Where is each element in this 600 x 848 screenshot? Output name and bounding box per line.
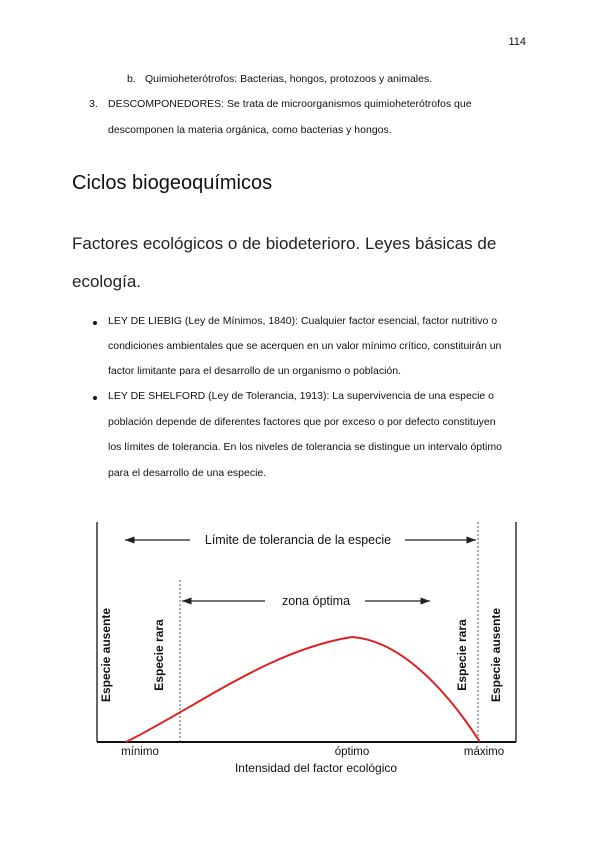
page-number: 114: [508, 36, 526, 48]
bullet-1-line2: condiciones ambientales que se acerquen en un valor mínimo crítico, constituirán un: [108, 340, 502, 352]
rare-right-label: Especie rara: [455, 619, 469, 691]
list-item-3-line2: descomponen la materia orgánica, como bacterias y hongos.: [108, 124, 392, 136]
tolerance-curve: [126, 637, 480, 742]
list-item-b-marker: b.: [127, 73, 136, 85]
bullet-2-line1: LEY DE SHELFORD (Ley de Tolerancia, 1913): La supervivencia de una especie o: [108, 390, 494, 402]
x-tick-minimum: mínimo: [121, 746, 159, 758]
x-tick-maximum: máximo: [463, 746, 505, 758]
subsection-heading-line2: ecología.: [72, 272, 141, 291]
list-item-b-text: Quimioheterótrofos: Bacterias, hongos, protozoos y animales.: [145, 73, 433, 85]
list-item-3-marker: 3.: [89, 98, 98, 110]
subsection-heading-line1: Factores ecológicos o de biodeterioro. Leyes básicas de: [72, 234, 497, 253]
bullet-2-line4: para el desarrollo de una especie.: [108, 467, 267, 479]
absent-left-label: Especie ausente: [99, 607, 113, 703]
bullet-1-line3: factor limitante para el desarrollo de un organismo o población.: [108, 365, 402, 377]
bullet-2-line2: población depende de diferentes factores que por exceso o por defecto constituyen: [108, 416, 496, 428]
absent-right-label: Especie ausente: [489, 607, 503, 703]
section-heading: Ciclos biogeoquímicos: [72, 172, 273, 194]
x-tick-optimum: óptimo: [334, 746, 370, 758]
list-item-3-line1: DESCOMPONEDORES: Se trata de microorganismos quimioheterótrofos que: [108, 98, 472, 110]
bullet-2-line3: los límites de tolerancia. En los niveles de tolerancia se distingue un intervalo óptimo: [108, 441, 502, 453]
x-axis-label: Intensidad del factor ecológico: [234, 761, 398, 775]
tolerance-label: Límite de tolerancia de la especie: [204, 533, 392, 547]
bullet-1-line1: LEY DE LIEBIG (Ley de Mínimos, 1840): Cualquier factor esencial, factor nutritivo o: [108, 315, 498, 327]
optimal-zone-label: zona óptima: [281, 594, 351, 608]
rare-left-label: Especie rara: [152, 619, 166, 691]
